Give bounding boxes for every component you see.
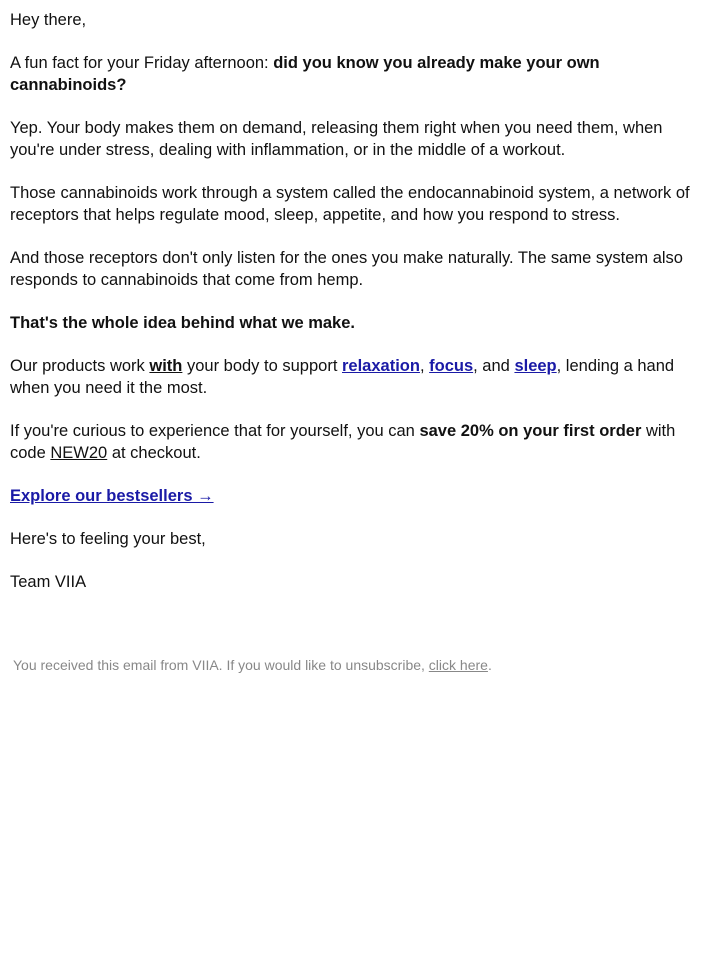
footer-text: You received this email from VIIA. If you would like to unsubscribe,	[13, 657, 429, 673]
body-paragraph-3: And those receptors don't only listen for the ones you make naturally. The same system also responds to cannabinoids that come from hemp.	[10, 249, 683, 289]
relaxation-link[interactable]: relaxation	[342, 357, 420, 375]
intro-bold-question: did you know you already make your own cannabinoids?	[10, 54, 600, 94]
intro-lead: A fun fact for your Friday afternoon:	[10, 54, 274, 72]
signoff: Here's to feeling your best,	[10, 530, 206, 548]
offer-text-1: If you're curious to experience that for yourself, you can	[10, 422, 420, 440]
explore-bestsellers-link[interactable]: Explore our bestsellers →	[10, 487, 214, 505]
body-paragraph-2: Those cannabinoids work through a system called the endocannabinoid system, a network of receptors that helps regulate mood, sleep, appetite, and how you respond to stress.	[10, 184, 690, 224]
cta-paragraph	[10, 485, 710, 507]
sleep-link[interactable]: sleep	[514, 357, 557, 375]
offer-text-3: at checkout.	[107, 444, 201, 462]
products-text-2: your body to support	[182, 357, 342, 375]
body-paragraph-bold	[10, 312, 710, 334]
products-text-1: Our products work	[10, 357, 150, 375]
offer-bold: save 20% on your first order	[419, 422, 642, 440]
intro-paragraph	[10, 52, 710, 96]
products-sep-1: ,	[419, 357, 430, 375]
body-paragraph-1: Yep. Your body makes them on demand, releasing them right when you need them, when you're under stress, dealing with inflammation, or in the middle of a workout.	[10, 119, 663, 159]
greeting: Hey there,	[10, 11, 87, 29]
with-emphasis: with	[149, 357, 183, 375]
email-footer	[10, 656, 710, 674]
signature: Team VIIA	[10, 573, 87, 591]
products-text-3: , lending a hand when you need it the most.	[10, 357, 675, 397]
unsubscribe-link[interactable]: click here	[428, 657, 488, 673]
offer-paragraph	[10, 420, 710, 464]
whole-idea-text: That's the whole idea behind what we make.	[10, 314, 355, 332]
focus-link[interactable]: focus	[429, 357, 474, 375]
footer-end: .	[487, 657, 492, 673]
promo-code-link[interactable]: NEW20	[50, 444, 108, 462]
products-paragraph	[10, 355, 710, 399]
offer-text-2: with code	[10, 422, 676, 462]
products-sep-2: , and	[473, 357, 515, 375]
